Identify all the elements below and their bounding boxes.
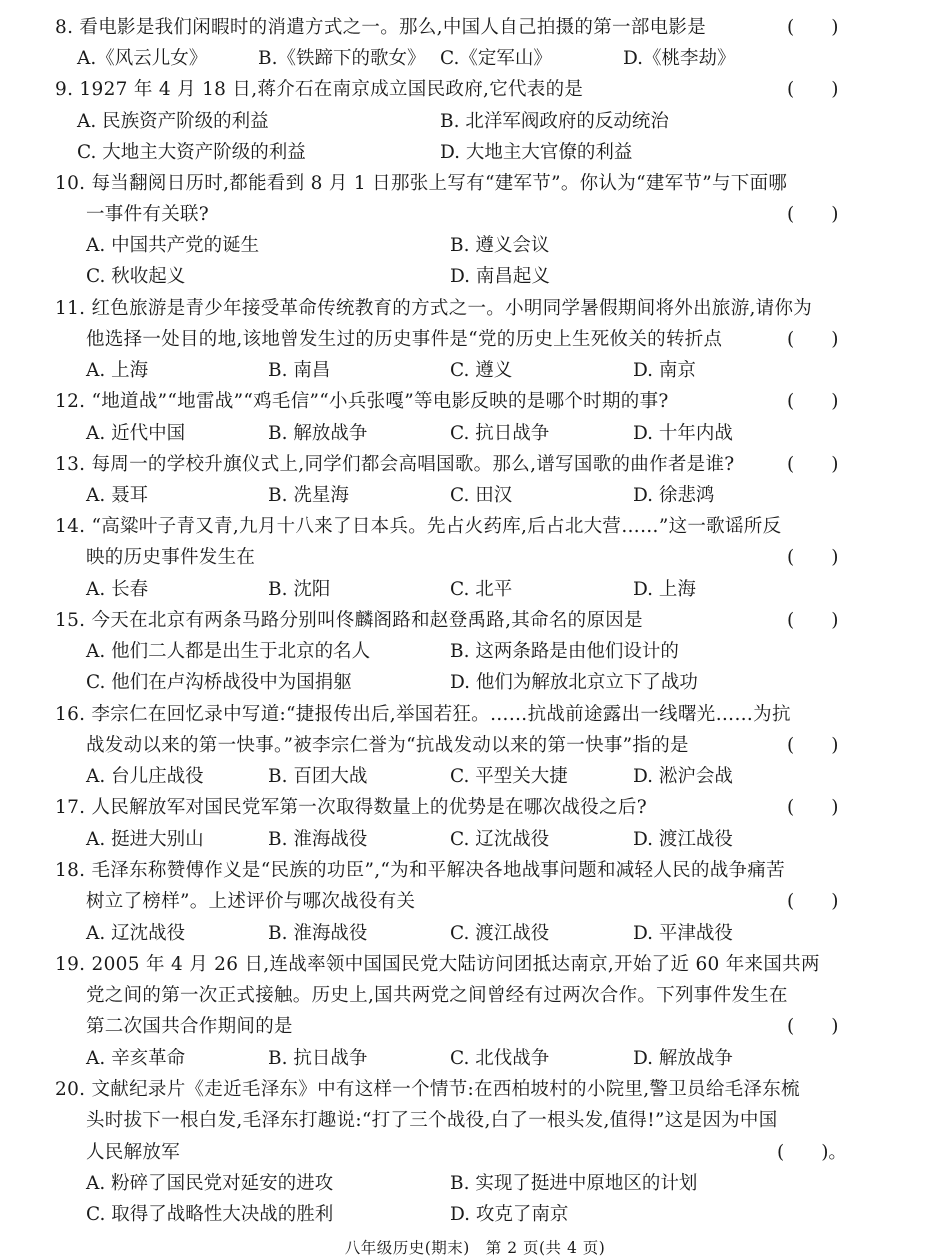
option-b: B. 南昌	[268, 360, 331, 381]
option-a: A. 辛亥革命	[86, 1048, 186, 1069]
option-d: D. 南昌起义	[450, 266, 550, 287]
option-a: A. 长春	[86, 579, 149, 600]
question-text: 15. 今天在北京有两条马路分别叫佟麟阁路和赵登禹路,其命名的原因是	[55, 610, 643, 631]
question-text: 第二次国共合作期间的是	[86, 1016, 293, 1037]
question-text: 8. 看电影是我们闲暇时的消遣方式之一。那么,中国人自己拍摄的第一部电影是	[55, 17, 707, 38]
question-text: 他选择一处目的地,该地曾发生过的历史事件是“党的历史上生死攸关的转折点	[86, 329, 723, 350]
option-c: C. 抗日战争	[450, 423, 550, 444]
answer-bracket: ( )。	[777, 1142, 847, 1163]
option-c: C.《定军山》	[440, 48, 552, 69]
page-footer: 八年级历史(期末) 第 2 页(共 4 页)	[344, 1239, 606, 1257]
option-b: B. 抗日战争	[268, 1048, 368, 1069]
option-c: C. 秋收起义	[86, 266, 186, 287]
question-text: 19. 2005 年 4 月 26 日,连战率领中国国民党大陆访问团抵达南京,开始了近 60 年来国共两	[55, 954, 820, 975]
option-d: D. 解放战争	[633, 1048, 733, 1069]
question-text: 10. 每当翻阅日历时,都能看到 8 月 1 日那张上写有“建军节”。你认为“建军节”与下面哪	[55, 173, 788, 194]
option-a: A. 粉碎了国民党对延安的进攻	[86, 1173, 334, 1194]
option-b: B. 实现了挺进中原地区的计划	[450, 1173, 698, 1194]
question-text: 映的历史事件发生在	[86, 547, 256, 568]
answer-bracket: ( )	[787, 797, 839, 818]
option-d: D. 攻克了南京	[450, 1204, 569, 1225]
question-text: 战发动以来的第一快事。”被李宗仁誉为“抗战发动以来的第一快事”指的是	[86, 735, 689, 756]
answer-bracket: ( )	[787, 329, 839, 350]
option-a: A. 辽沈战役	[86, 923, 186, 944]
answer-bracket: ( )	[787, 547, 839, 568]
option-a: A. 近代中国	[86, 423, 186, 444]
option-b: B. 百团大战	[268, 766, 368, 787]
option-d: D. 南京	[633, 360, 696, 381]
option-a: A. 中国共产党的诞生	[86, 235, 260, 256]
question-text: 党之间的第一次正式接触。历史上,国共两党之间曾经有过两次合作。下列事件发生在	[86, 985, 788, 1006]
option-a: A. 上海	[86, 360, 149, 381]
option-d: D. 他们为解放北京立下了战功	[450, 672, 698, 693]
option-d: D. 大地主大官僚的利益	[440, 142, 633, 163]
option-c: C. 北平	[450, 579, 513, 600]
option-c: C. 渡江战役	[450, 923, 550, 944]
option-a: A. 聂耳	[86, 485, 149, 506]
answer-bracket: ( )	[787, 610, 839, 631]
question-text: 9. 1927 年 4 月 18 日,蒋介石在南京成立国民政府,它代表的是	[55, 79, 584, 100]
question-text: 头时拔下一根白发,毛泽东打趣说:“打了三个战役,白了一根头发,值得!”这是因为中国	[86, 1110, 778, 1131]
option-c: C. 辽沈战役	[450, 829, 550, 850]
option-a: A. 挺进大别山	[86, 829, 204, 850]
question-text: 16. 李宗仁在回忆录中写道:“捷报传出后,举国若狂。……抗战前途露出一线曙光……为抗	[55, 704, 791, 725]
option-d: D. 徐悲鸿	[633, 485, 715, 506]
option-c: C. 平型关大捷	[450, 766, 568, 787]
option-d: D. 十年内战	[633, 423, 733, 444]
option-b: B. 这两条路是由他们设计的	[450, 641, 679, 662]
option-a: A. 他们二人都是出生于北京的名人	[86, 641, 371, 662]
question-text: 树立了榜样”。上述评价与哪次战役有关	[86, 891, 416, 912]
answer-bracket: ( )	[787, 17, 839, 38]
option-b: B. 冼星海	[268, 485, 349, 506]
question-text: 12. “地道战”“地雷战”“鸡毛信”“小兵张嘎”等电影反映的是哪个时期的事?	[55, 391, 669, 412]
question-text: 20. 文献纪录片《走近毛泽东》中有这样一个情节:在西柏坡村的小院里,警卫员给毛泽东梳	[55, 1079, 800, 1100]
option-d: D. 淞沪会战	[633, 766, 733, 787]
answer-bracket: ( )	[787, 891, 839, 912]
option-c: C. 取得了战略性大决战的胜利	[86, 1204, 334, 1225]
answer-bracket: ( )	[787, 1016, 839, 1037]
answer-bracket: ( )	[787, 391, 839, 412]
option-b: B. 遵义会议	[450, 235, 550, 256]
option-b: B. 淮海战役	[268, 829, 368, 850]
option-c: C. 他们在卢沟桥战役中为国捐躯	[86, 672, 352, 693]
answer-bracket: ( )	[787, 204, 839, 225]
question-text: 18. 毛泽东称赞傅作义是“民族的功臣”,“为和平解决各地战事问题和减轻人民的战争痛苦	[55, 860, 785, 881]
question-text: 13. 每周一的学校升旗仪式上,同学们都会高唱国歌。那么,谱写国歌的曲作者是谁?	[55, 454, 735, 475]
option-c: C. 遵义	[450, 360, 513, 381]
answer-bracket: ( )	[787, 79, 839, 100]
option-c: C. 田汉	[450, 485, 513, 506]
option-a: A. 民族资产阶级的利益	[77, 111, 269, 132]
option-d: D.《桃李劫》	[623, 48, 736, 69]
option-d: D. 渡江战役	[633, 829, 733, 850]
option-b: B. 北洋军阀政府的反动统治	[440, 111, 669, 132]
option-d: D. 平津战役	[633, 923, 733, 944]
option-d: D. 上海	[633, 579, 696, 600]
question-text: 17. 人民解放军对国民党军第一次取得数量上的优势是在哪次战役之后?	[55, 797, 647, 818]
question-text: 一事件有关联?	[86, 204, 210, 225]
question-text: 14. “高粱叶子青又青,九月十八来了日本兵。先占火药库,后占北大营……”这一歌谣所反	[55, 516, 782, 537]
option-b: B. 解放战争	[268, 423, 368, 444]
answer-bracket: ( )	[787, 735, 839, 756]
option-b: B.《铁蹄下的歌女》	[258, 48, 426, 69]
option-b: B. 沈阳	[268, 579, 331, 600]
option-a: A.《风云儿女》	[77, 48, 208, 69]
answer-bracket: ( )	[787, 454, 839, 475]
question-text: 人民解放军	[86, 1142, 181, 1163]
option-c: C. 大地主大资产阶级的利益	[77, 142, 306, 163]
option-c: C. 北伐战争	[450, 1048, 550, 1069]
option-b: B. 淮海战役	[268, 923, 368, 944]
option-a: A. 台儿庄战役	[86, 766, 204, 787]
question-text: 11. 红色旅游是青少年接受革命传统教育的方式之一。小明同学暑假期间将外出旅游,请你为	[55, 298, 813, 319]
